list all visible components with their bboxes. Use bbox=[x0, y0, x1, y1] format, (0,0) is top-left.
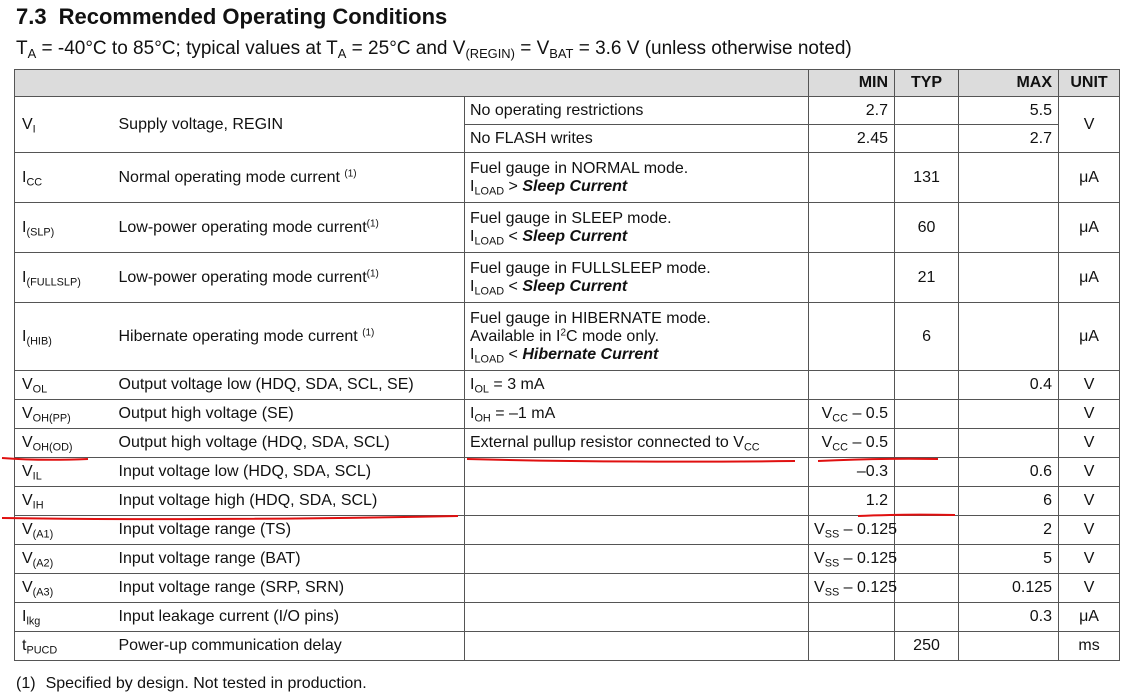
min-value bbox=[809, 603, 895, 632]
test-condition bbox=[465, 574, 809, 603]
table-row bbox=[15, 429, 1120, 458]
test-condition: $I_{OL} = 3$ mA bbox=[465, 371, 809, 400]
typ-value bbox=[895, 516, 959, 545]
test-condition bbox=[465, 545, 809, 574]
min-value: 1.2 bbox=[809, 487, 895, 516]
symbol: $V_{IH}$ bbox=[15, 487, 115, 516]
unit: V bbox=[1059, 545, 1120, 574]
min-value: $V_{CC} - 0.5$ bbox=[809, 429, 895, 458]
typ-value bbox=[895, 458, 959, 487]
min-value bbox=[809, 371, 895, 400]
max-value: 2 bbox=[959, 516, 1059, 545]
cond-text: = 25°C and V bbox=[346, 38, 466, 59]
cond-sub: A bbox=[27, 45, 37, 61]
cond-text: = V bbox=[514, 38, 550, 59]
header-blank bbox=[15, 70, 809, 97]
typ-value bbox=[895, 545, 959, 574]
table-row bbox=[15, 97, 1120, 125]
parameter: Input voltage low (HDQ, SDA, SCL) bbox=[115, 458, 465, 487]
table-row bbox=[15, 603, 1120, 632]
parameter: Supply voltage, REGIN bbox=[115, 97, 465, 153]
conditions-line bbox=[16, 38, 852, 60]
table-row bbox=[15, 487, 1120, 516]
max-value: 0.4 bbox=[959, 371, 1059, 400]
max-value: 5.5 bbox=[959, 97, 1059, 125]
section-heading bbox=[16, 4, 447, 30]
cond-sub: A bbox=[337, 45, 347, 61]
test-condition bbox=[465, 603, 809, 632]
table-row bbox=[15, 545, 1120, 574]
typ-value: 21 bbox=[895, 253, 959, 303]
test-condition: No operating restrictions bbox=[465, 97, 809, 125]
table-row bbox=[15, 632, 1120, 661]
test-condition: No FLASH writes bbox=[465, 125, 809, 153]
symbol: $I_{(FULLSLP)}$ bbox=[15, 253, 115, 303]
test-condition: Fuel gauge in SLEEP mode. $I_{LOAD}$ < Sleep Current bbox=[465, 203, 809, 253]
table-row bbox=[15, 303, 1120, 371]
unit: V bbox=[1059, 97, 1120, 153]
unit: V bbox=[1059, 371, 1120, 400]
symbol: $V_{OL}$ bbox=[15, 371, 115, 400]
parameter: Low-power operating mode current$^{(1)}$ bbox=[115, 203, 465, 253]
typ-value bbox=[895, 125, 959, 153]
typ-value bbox=[895, 574, 959, 603]
min-value: 2.7 bbox=[809, 97, 895, 125]
min-value: $V_{SS} - 0.125$ bbox=[809, 516, 895, 545]
table-row bbox=[15, 458, 1120, 487]
section-title: Recommended Operating Conditions bbox=[58, 4, 448, 29]
typ-value bbox=[895, 400, 959, 429]
header-max: MAX bbox=[959, 70, 1059, 97]
typ-value: 60 bbox=[895, 203, 959, 253]
typ-value: 131 bbox=[895, 153, 959, 203]
symbol: $V_{(A3)}$ bbox=[15, 574, 115, 603]
table-row bbox=[15, 253, 1120, 303]
min-value: $V_{SS} - 0.125$ bbox=[809, 545, 895, 574]
header-row bbox=[15, 70, 1120, 97]
unit: V bbox=[1059, 487, 1120, 516]
min-value bbox=[809, 632, 895, 661]
test-condition: External pullup resistor connected to $V_{CC}$ bbox=[465, 429, 809, 458]
parameter: Hibernate operating mode current $^{(1)}$ bbox=[115, 303, 465, 371]
footnote-number: (1) bbox=[16, 675, 36, 692]
min-value: 2.45 bbox=[809, 125, 895, 153]
unit: μA bbox=[1059, 303, 1120, 371]
unit: μA bbox=[1059, 203, 1120, 253]
min-value: $V_{SS} - 0.125$ bbox=[809, 574, 895, 603]
test-condition bbox=[465, 516, 809, 545]
max-value bbox=[959, 400, 1059, 429]
unit: μA bbox=[1059, 603, 1120, 632]
unit: V bbox=[1059, 458, 1120, 487]
max-value: 6 bbox=[959, 487, 1059, 516]
max-value bbox=[959, 632, 1059, 661]
table-row bbox=[15, 153, 1120, 203]
min-value bbox=[809, 303, 895, 371]
symbol: $I_{(SLP)}$ bbox=[15, 203, 115, 253]
max-value bbox=[959, 153, 1059, 203]
typ-value bbox=[895, 97, 959, 125]
symbol: $V_{(A1)}$ bbox=[15, 516, 115, 545]
parameter: Normal operating mode current $^{(1)}$ bbox=[115, 153, 465, 203]
max-value: 0.6 bbox=[959, 458, 1059, 487]
max-value bbox=[959, 253, 1059, 303]
unit: μA bbox=[1059, 153, 1120, 203]
cond-text: = 3.6 V (unless otherwise noted) bbox=[573, 38, 852, 59]
header-typ: TYP bbox=[895, 70, 959, 97]
unit: V bbox=[1059, 429, 1120, 458]
footnote-text: Specified by design. Not tested in production. bbox=[45, 675, 367, 692]
min-value bbox=[809, 203, 895, 253]
unit: ms bbox=[1059, 632, 1120, 661]
test-condition: Fuel gauge in FULLSLEEP mode. $I_{LOAD}$ < Sleep Current bbox=[465, 253, 809, 303]
cond-sub: BAT bbox=[549, 45, 574, 61]
cond-sub: (REGIN) bbox=[465, 45, 515, 61]
operating-conditions-table bbox=[14, 69, 1120, 661]
max-value: 0.125 bbox=[959, 574, 1059, 603]
symbol: $I_{CC}$ bbox=[15, 153, 115, 203]
symbol: $t_{PUCD}$ bbox=[15, 632, 115, 661]
typ-value bbox=[895, 487, 959, 516]
min-value: –0.3 bbox=[809, 458, 895, 487]
table-row bbox=[15, 574, 1120, 603]
min-value bbox=[809, 253, 895, 303]
min-value: $V_{CC} - 0.5$ bbox=[809, 400, 895, 429]
unit: V bbox=[1059, 516, 1120, 545]
table-row bbox=[15, 516, 1120, 545]
max-value: 2.7 bbox=[959, 125, 1059, 153]
parameter: Input leakage current (I/O pins) bbox=[115, 603, 465, 632]
symbol: $V_{IL}$ bbox=[15, 458, 115, 487]
symbol: $V_{(A2)}$ bbox=[15, 545, 115, 574]
header-unit: UNIT bbox=[1059, 70, 1120, 97]
table-row bbox=[15, 203, 1120, 253]
table-row bbox=[15, 371, 1120, 400]
section-number: 7.3 bbox=[16, 4, 47, 29]
test-condition bbox=[465, 487, 809, 516]
symbol: $V_{OH(OD)}$ bbox=[15, 429, 115, 458]
parameter: Output high voltage (SE) bbox=[115, 400, 465, 429]
max-value bbox=[959, 303, 1059, 371]
parameter: Input voltage range (BAT) bbox=[115, 545, 465, 574]
max-value bbox=[959, 429, 1059, 458]
unit: V bbox=[1059, 574, 1120, 603]
unit: V bbox=[1059, 400, 1120, 429]
typ-value bbox=[895, 371, 959, 400]
cond-text: = -40°C to 85°C; typical values at T bbox=[36, 38, 338, 59]
max-value bbox=[959, 203, 1059, 253]
parameter: Low-power operating mode current$^{(1)}$ bbox=[115, 253, 465, 303]
test-condition bbox=[465, 632, 809, 661]
typ-value bbox=[895, 603, 959, 632]
symbol: $I_{lkg}$ bbox=[15, 603, 115, 632]
parameter: Output voltage low (HDQ, SDA, SCL, SE) bbox=[115, 371, 465, 400]
symbol: $V_{OH(PP)}$ bbox=[15, 400, 115, 429]
parameter: Input voltage range (SRP, SRN) bbox=[115, 574, 465, 603]
test-condition: $I_{OH} = -1$ mA bbox=[465, 400, 809, 429]
test-condition bbox=[465, 458, 809, 487]
parameter: Output high voltage (HDQ, SDA, SCL) bbox=[115, 429, 465, 458]
footnote bbox=[16, 675, 367, 693]
table-row bbox=[15, 400, 1120, 429]
typ-value: 250 bbox=[895, 632, 959, 661]
parameter: Input voltage high (HDQ, SDA, SCL) bbox=[115, 487, 465, 516]
header-min: MIN bbox=[809, 70, 895, 97]
symbol: $V_I$ bbox=[15, 97, 115, 153]
parameter: Input voltage range (TS) bbox=[115, 516, 465, 545]
cond-text: T bbox=[16, 38, 28, 59]
symbol: $I_{(HIB)}$ bbox=[15, 303, 115, 371]
test-condition: Fuel gauge in HIBERNATE mode. Available in $I^2C$ mode only. $I_{LOAD}$ < Hibernate Current bbox=[465, 303, 809, 371]
parameter: Power-up communication delay bbox=[115, 632, 465, 661]
test-condition: Fuel gauge in NORMAL mode. $I_{LOAD}$ > Sleep Current bbox=[465, 153, 809, 203]
unit: μA bbox=[1059, 253, 1120, 303]
typ-value: 6 bbox=[895, 303, 959, 371]
max-value: 0.3 bbox=[959, 603, 1059, 632]
typ-value bbox=[895, 429, 959, 458]
min-value bbox=[809, 153, 895, 203]
max-value: 5 bbox=[959, 545, 1059, 574]
